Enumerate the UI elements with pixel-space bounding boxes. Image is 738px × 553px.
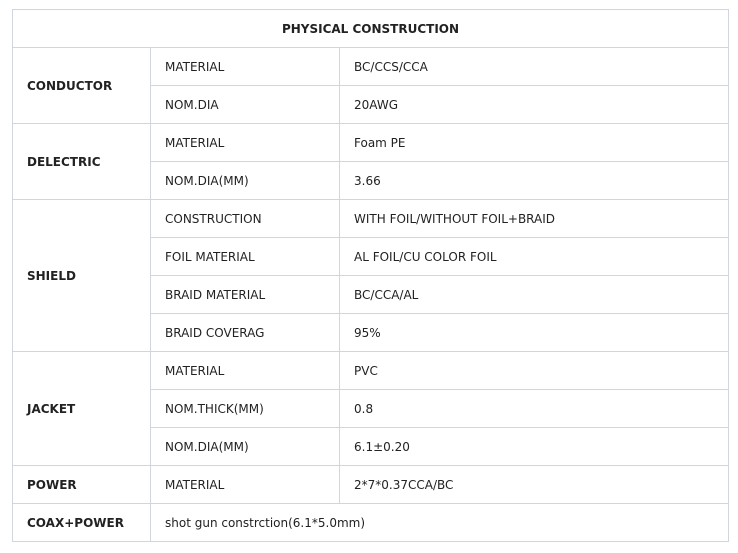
property-cell: MATERIAL (151, 124, 340, 162)
property-cell: FOIL MATERIAL (151, 238, 340, 276)
value-cell: 3.66 (340, 162, 729, 200)
group-label-delectric: DELECTRIC (13, 124, 151, 200)
property-cell: MATERIAL (151, 466, 340, 504)
property-cell: BRAID COVERAG (151, 314, 340, 352)
value-cell: BC/CCS/CCA (340, 48, 729, 86)
property-cell: MATERIAL (151, 352, 340, 390)
table-header-row (13, 10, 729, 48)
property-cell: NOM.DIA(MM) (151, 428, 340, 466)
property-cell: NOM.DIA(MM) (151, 162, 340, 200)
table-row (13, 352, 729, 390)
table-row (13, 200, 729, 238)
table-title: PHYSICAL CONSTRUCTION (13, 10, 729, 48)
table-row (13, 504, 729, 542)
value-cell: Foam PE (340, 124, 729, 162)
value-cell: WITH FOIL/WITHOUT FOIL+BRAID (340, 200, 729, 238)
property-cell: NOM.THICK(MM) (151, 390, 340, 428)
table-row (13, 124, 729, 162)
property-cell: MATERIAL (151, 48, 340, 86)
note-cell: shot gun constrction(6.1*5.0mm) (151, 504, 729, 542)
group-label-shield: SHIELD (13, 200, 151, 352)
property-cell: BRAID MATERIAL (151, 276, 340, 314)
value-cell: 20AWG (340, 86, 729, 124)
property-cell: NOM.DIA (151, 86, 340, 124)
group-label-coax-power: COAX+POWER (13, 504, 151, 542)
property-cell: CONSTRUCTION (151, 200, 340, 238)
value-cell: PVC (340, 352, 729, 390)
group-label-power: POWER (13, 466, 151, 504)
group-label-conductor: CONDUCTOR (13, 48, 151, 124)
value-cell: 0.8 (340, 390, 729, 428)
value-cell: 2*7*0.37CCA/BC (340, 466, 729, 504)
value-cell: AL FOIL/CU COLOR FOIL (340, 238, 729, 276)
table-body (13, 48, 729, 542)
table-row (13, 466, 729, 504)
value-cell: BC/CCA/AL (340, 276, 729, 314)
group-label-jacket: JACKET (13, 352, 151, 466)
physical-construction-table (12, 9, 729, 542)
value-cell: 6.1±0.20 (340, 428, 729, 466)
value-cell: 95% (340, 314, 729, 352)
table-row (13, 48, 729, 86)
